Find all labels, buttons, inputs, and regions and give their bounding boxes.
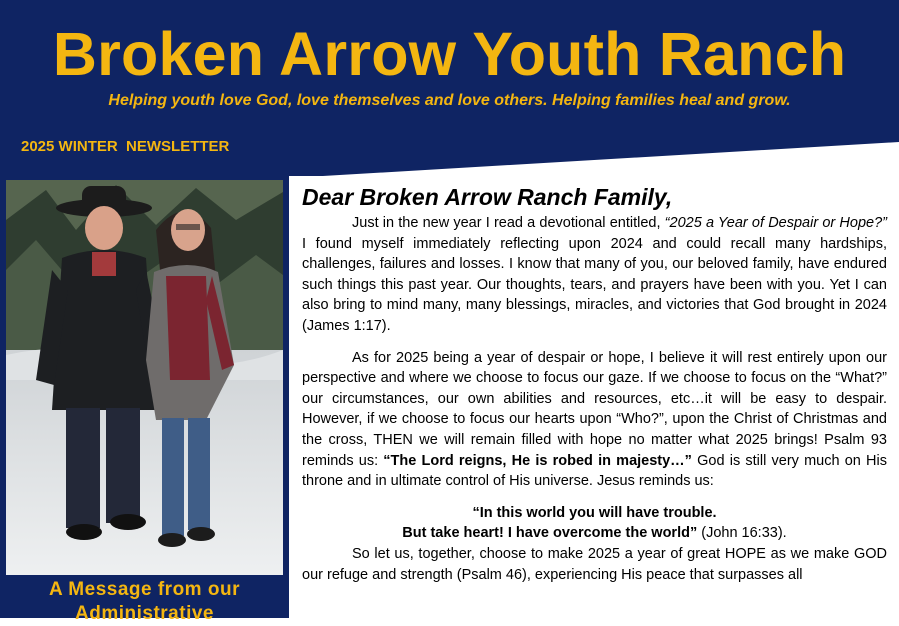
scripture-quote-line-1	[302, 503, 887, 524]
p1-text-a: Just in the new year I read a devotional entitled,	[352, 215, 665, 231]
letter-greeting: Dear Broken Arrow Ranch Family,	[302, 184, 673, 210]
scripture-quote-line-2	[302, 523, 887, 544]
letter-paragraph-3: So let us, together, choose to make 2025 a year of great HOPE as we make GOD our refuge and strength (Psalm 46), experiencing His peace that surpasses all	[302, 545, 887, 583]
quote-line-2-text: But take heart! I have overcome the world”	[402, 525, 698, 542]
p1-text-b: I found myself immediately reflecting upon 2024 and could recall many hardships, challenges, failures and losses. I know that many of you, our beloved family, have endured such things this past year. Our thoughts, tears, and prayers have been with you. Yet I can also bring to mind many, many blessings, miracles, and victories that God brought in 2024 (James 1:17).	[302, 235, 887, 334]
newsletter-tagline: Helping youth love God, love themselves and love others. Helping families heal and grow.	[108, 92, 791, 109]
sidebar-caption	[0, 578, 289, 626]
quote-line-1-text: “In this world you will have trouble.	[472, 504, 717, 521]
psalm-quote: “The Lord reigns, He is robed in majesty…”	[383, 452, 692, 469]
quote-reference: (John 16:33).	[697, 525, 787, 542]
p2-text-a: As for 2025 being a year of despair or hope, I believe it will rest entirely upon our perspective and where we choose to focus our gaze. If we choose to focus on the “What?” our circumstances, our own abilities and resources, etc…it will be easy to despair. However, if we choose to focus our hearts upon “Who?”, upon the Christ of Christmas and the cross, THEN we will remain filled with hope no matter what 2025 brings! Psalm 93 reminds us:	[302, 349, 887, 469]
newsletter-edition: 2025 WINTER NEWSLETTER	[21, 138, 230, 155]
caption-line-2: Administrative	[75, 603, 214, 624]
newsletter-title: Broken Arrow Youth Ranch	[52, 20, 847, 88]
letter-paragraph-2	[302, 348, 887, 492]
p2-text-b: God is still very much on His throne and in ultimate control of His universe. Jesus reminds us:	[302, 452, 887, 490]
letter-paragraph-1	[302, 213, 887, 337]
couple-photo	[6, 180, 283, 575]
letter-body	[302, 182, 887, 585]
devotional-title: “2025 a Year of Despair or Hope?”	[664, 215, 887, 231]
caption-line-1: A Message from our	[49, 579, 240, 600]
